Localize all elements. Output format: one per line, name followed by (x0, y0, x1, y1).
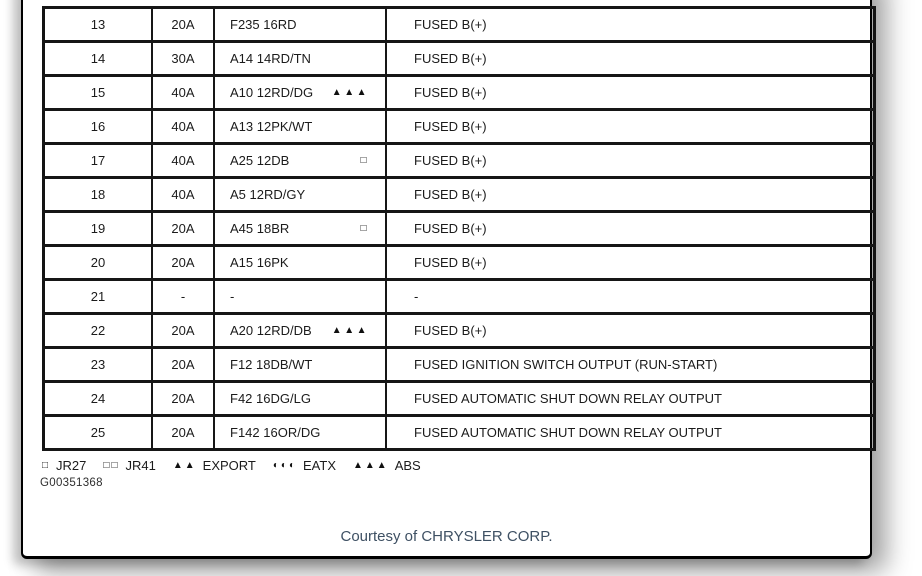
table-row (44, 212, 875, 246)
table-row (44, 144, 875, 178)
legend-symbol-icon: ▲▲▲ (353, 460, 389, 471)
amp-rating-cell: 20A (152, 382, 214, 416)
table-row (44, 382, 875, 416)
circuit-cell (214, 314, 386, 348)
legend-symbol-icon: ◐◐◐ (272, 460, 297, 471)
legend-item (42, 458, 86, 473)
circuit-label: A10 12RD/DG (230, 85, 314, 100)
fuse-number-cell: 24 (44, 382, 153, 416)
circuit-label: A20 12RD/DB (230, 323, 312, 338)
legend-label: EATX (303, 458, 336, 473)
circuit-cell (214, 246, 386, 280)
table-row (44, 110, 875, 144)
circuit-label: F42 16DG/LG (230, 391, 311, 406)
circuit-cell (214, 42, 386, 76)
amp-rating-cell: - (152, 280, 214, 314)
circuit-label: A25 12DB (230, 153, 290, 168)
legend (42, 458, 421, 473)
description-cell: FUSED AUTOMATIC SHUT DOWN RELAY OUTPUT (386, 382, 875, 416)
circuit-cell (214, 280, 386, 314)
fuse-number-cell: 13 (44, 8, 153, 42)
description-cell: FUSED IGNITION SWITCH OUTPUT (RUN-START) (386, 348, 875, 382)
fuse-number-cell: 25 (44, 416, 153, 450)
legend-item (103, 458, 155, 473)
circuit-label: - (230, 289, 235, 304)
circuit-cell (214, 144, 386, 178)
table-row (44, 348, 875, 382)
table-row (44, 42, 875, 76)
fuse-number-cell: 15 (44, 76, 153, 110)
description-cell: FUSED B(+) (386, 246, 875, 280)
amp-rating-cell: 40A (152, 76, 214, 110)
table-row (44, 76, 875, 110)
description-cell: FUSED B(+) (386, 178, 875, 212)
fuse-number-cell: 22 (44, 314, 153, 348)
circuit-cell (214, 212, 386, 246)
circuit-cell (214, 76, 386, 110)
legend-item (273, 458, 336, 473)
description-cell: FUSED B(+) (386, 314, 875, 348)
fuse-number-cell: 21 (44, 280, 153, 314)
table-row (44, 416, 875, 450)
circuit-variant-symbol: □ (360, 223, 369, 234)
table-row (44, 178, 875, 212)
circuit-label: A13 12PK/WT (230, 119, 313, 134)
legend-item (353, 458, 421, 473)
amp-rating-cell: 40A (152, 178, 214, 212)
circuit-cell (214, 178, 386, 212)
legend-label: JR41 (125, 458, 156, 473)
circuit-variant-symbol: ▲▲▲ (331, 87, 369, 98)
circuit-label: F235 16RD (230, 17, 297, 32)
amp-rating-cell: 20A (152, 212, 214, 246)
fuse-number-cell: 14 (44, 42, 153, 76)
fuse-number-cell: 17 (44, 144, 153, 178)
figure-id: G00351368 (40, 477, 103, 489)
circuit-label: F142 16OR/DG (230, 425, 321, 440)
amp-rating-cell: 40A (152, 144, 214, 178)
table-row (44, 8, 875, 42)
fuse-number-cell: 20 (44, 246, 153, 280)
fuse-number-cell: 16 (44, 110, 153, 144)
legend-symbol-icon: ▲▲ (172, 460, 197, 471)
courtesy-note: Courtesy of CHRYSLER CORP. (340, 528, 553, 545)
circuit-cell (214, 348, 386, 382)
circuit-label: A5 12RD/GY (230, 187, 306, 202)
table-row (44, 314, 875, 348)
amp-rating-cell: 40A (152, 110, 214, 144)
table-row (44, 246, 875, 280)
description-cell: FUSED B(+) (386, 212, 875, 246)
fuse-number-cell: 19 (44, 212, 153, 246)
circuit-cell (214, 8, 386, 42)
description-cell: FUSED B(+) (386, 42, 875, 76)
legend-label: EXPORT (202, 458, 256, 473)
description-cell: - (386, 280, 875, 314)
legend-symbol-icon: □ (42, 460, 51, 471)
amp-rating-cell: 20A (152, 246, 214, 280)
description-cell: FUSED B(+) (386, 8, 875, 42)
description-cell: FUSED AUTOMATIC SHUT DOWN RELAY OUTPUT (386, 416, 875, 450)
circuit-variant-symbol: ▲▲▲ (331, 325, 369, 336)
circuit-cell (214, 382, 386, 416)
amp-rating-cell: 30A (152, 42, 214, 76)
description-cell: FUSED B(+) (386, 110, 875, 144)
amp-rating-cell: 20A (152, 416, 214, 450)
amp-rating-cell: 20A (152, 314, 214, 348)
circuit-label: A14 14RD/TN (230, 51, 311, 66)
fuse-table (42, 6, 876, 451)
legend-label: ABS (394, 458, 421, 473)
circuit-label: A15 16PK (230, 255, 289, 270)
amp-rating-cell: 20A (152, 8, 214, 42)
legend-item (173, 458, 256, 473)
circuit-label: F12 18DB/WT (230, 357, 313, 372)
table-row (44, 280, 875, 314)
circuit-variant-symbol: □ (360, 155, 369, 166)
description-cell: FUSED B(+) (386, 144, 875, 178)
circuit-cell (214, 416, 386, 450)
circuit-label: A45 18BR (230, 221, 290, 236)
amp-rating-cell: 20A (152, 348, 214, 382)
description-cell: FUSED B(+) (386, 76, 875, 110)
circuit-cell (214, 110, 386, 144)
fuse-number-cell: 23 (44, 348, 153, 382)
scanned-page (21, 0, 872, 559)
legend-symbol-icon: □□ (103, 460, 120, 471)
legend-label: JR27 (56, 458, 87, 473)
fuse-number-cell: 18 (44, 178, 153, 212)
